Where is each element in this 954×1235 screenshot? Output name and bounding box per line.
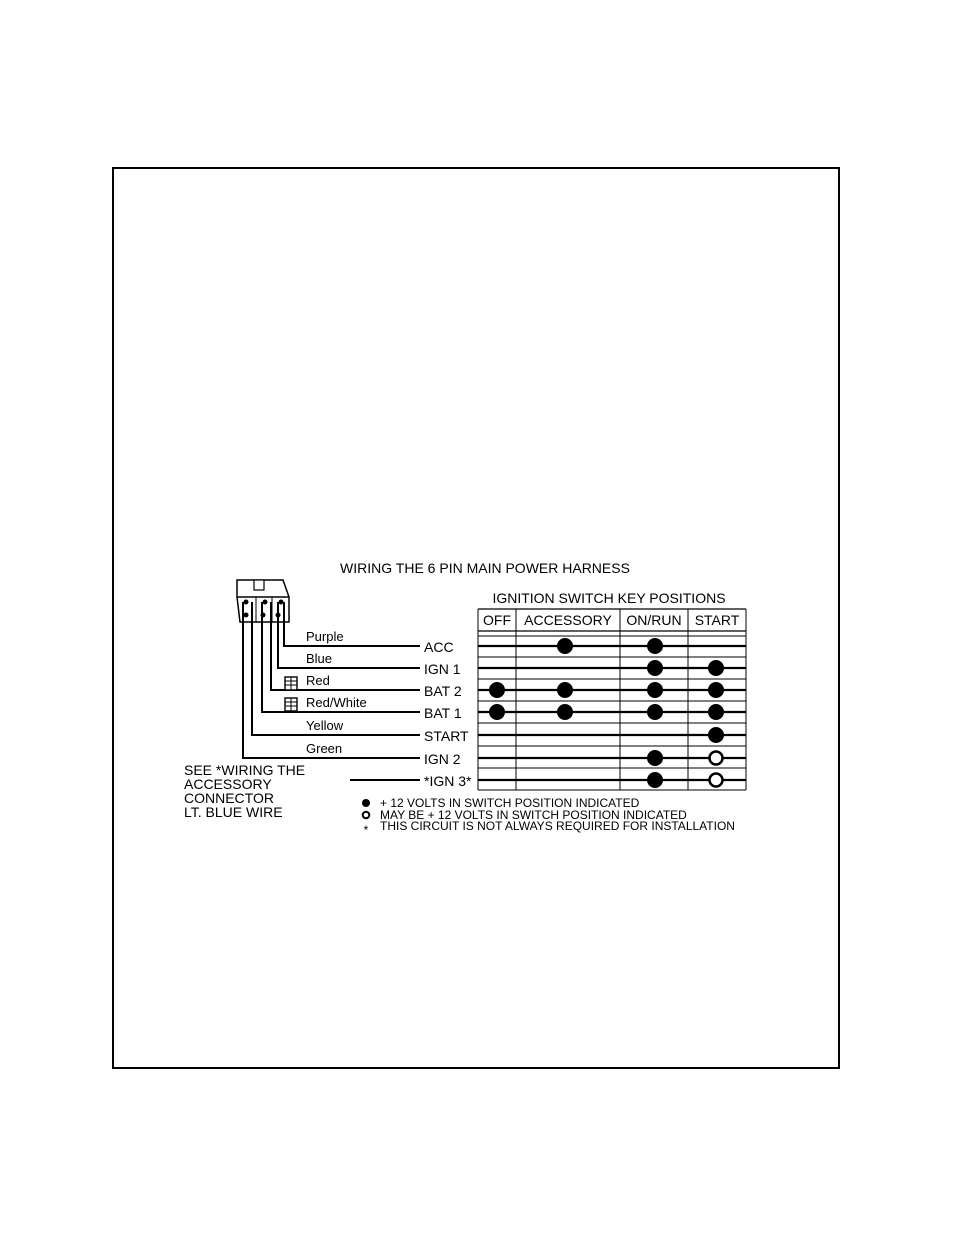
wire	[278, 602, 420, 668]
fuse-icon	[285, 677, 297, 690]
filled-dot-icon	[708, 682, 724, 698]
circuit-label: START	[424, 728, 469, 744]
table-title: IGNITION SWITCH KEY POSITIONS	[492, 590, 726, 606]
circuit-label: ACC	[424, 639, 454, 655]
filled-dot-icon	[647, 704, 663, 720]
wire-color-label: Red/White	[306, 695, 367, 710]
note-line: LT. BLUE WIRE	[184, 804, 283, 820]
filled-dot-icon	[489, 704, 505, 720]
key-position-table	[478, 609, 746, 790]
open-circle-icon	[363, 812, 370, 819]
wire-color-label: Purple	[306, 629, 344, 644]
wire-labels	[306, 629, 367, 756]
legend	[362, 796, 735, 837]
wire-color-label: Red	[306, 673, 330, 688]
filled-dot-icon	[557, 638, 573, 654]
filled-dot-icon	[708, 660, 724, 676]
circuit-label: IGN 1	[424, 661, 461, 677]
filled-dot-icon	[489, 682, 505, 698]
note-line: CONNECTOR	[184, 790, 274, 806]
filled-dot-icon	[362, 799, 370, 807]
filled-dot-icon	[647, 638, 663, 654]
filled-dot-icon	[557, 704, 573, 720]
circuit-label: BAT 2	[424, 683, 462, 699]
legend-text: MAY BE + 12 VOLTS IN SWITCH POSITION INDICATED	[380, 808, 687, 822]
filled-dot-icon	[708, 704, 724, 720]
accessory-note	[184, 762, 305, 820]
asterisk-icon: *	[363, 823, 369, 837]
circuit-label: *IGN 3*	[424, 773, 472, 789]
filled-dot-icon	[647, 682, 663, 698]
open-circle-icon	[710, 752, 723, 765]
diagram-title: WIRING THE 6 PIN MAIN POWER HARNESS	[340, 560, 630, 576]
legend-text: THIS CIRCUIT IS NOT ALWAYS REQUIRED FOR INSTALLATION	[380, 819, 735, 833]
column-header: START	[694, 612, 740, 628]
filled-dot-icon	[708, 727, 724, 743]
filled-dot-icon	[557, 682, 573, 698]
circuit-labels	[424, 639, 472, 789]
wire-color-label: Blue	[306, 651, 333, 666]
circuit-label: IGN 2	[424, 751, 461, 767]
filled-dot-icon	[647, 750, 663, 766]
inline-fuses	[285, 677, 297, 711]
circuit-label: BAT 1	[424, 705, 462, 721]
open-circle-icon	[710, 774, 723, 787]
wire	[284, 602, 420, 646]
column-header: ACCESSORY	[524, 612, 612, 628]
column-header: OFF	[483, 612, 511, 628]
legend-text: + 12 VOLTS IN SWITCH POSITION INDICATED	[380, 796, 640, 810]
note-line: ACCESSORY	[184, 776, 272, 792]
note-line: SEE *WIRING THE	[184, 762, 306, 778]
wire-color-label: Yellow	[306, 718, 344, 733]
fuse-icon	[285, 698, 297, 711]
filled-dot-icon	[647, 660, 663, 676]
key-position-headers	[483, 612, 740, 628]
wire-color-label: Green	[306, 741, 343, 756]
filled-dot-icon	[647, 772, 663, 788]
column-header: ON/RUN	[626, 612, 682, 628]
